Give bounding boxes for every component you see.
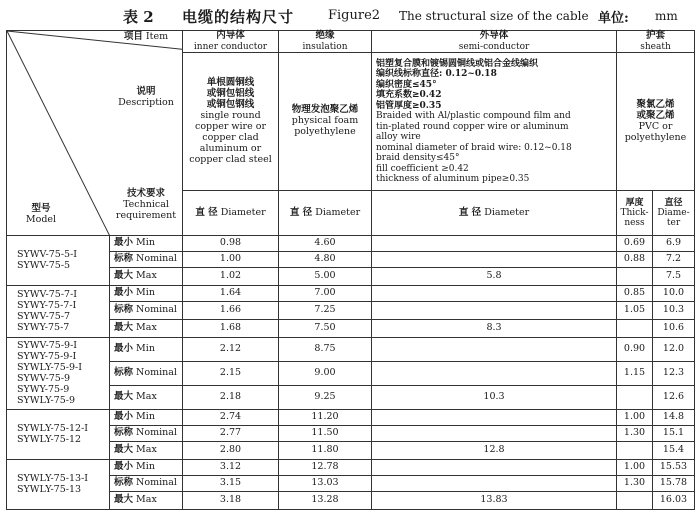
sheath-diameter-value: 7.2 xyxy=(653,252,695,268)
sheath-diameter-value: 15.4 xyxy=(653,442,695,460)
sheath-diameter-value: 15.1 xyxy=(653,426,695,442)
tolerance-label-cn: 标称 xyxy=(114,367,134,379)
tolerance-label-en: Nominal xyxy=(136,477,177,489)
model-name: SYWV-75-9 xyxy=(17,372,71,384)
table-number-en: Figure2 xyxy=(328,8,381,23)
tolerance-label-cn: 标称 xyxy=(114,253,134,265)
tolerance-label xyxy=(110,426,183,442)
model-name: SYWV-75-5 xyxy=(17,259,71,271)
outer-diameter-value: 10.3 xyxy=(372,386,617,410)
model-name: SYWY-75-7-I xyxy=(17,299,77,311)
outer-diameter-value xyxy=(372,302,617,320)
model-name: SYWLY-75-12 xyxy=(17,433,82,445)
insulation-diameter-value: 11.20 xyxy=(279,410,372,426)
inner-diameter-value: 2.15 xyxy=(183,362,279,386)
inner-diameter-value: 2.80 xyxy=(183,442,279,460)
inner-diameter-value: 2.18 xyxy=(183,386,279,410)
table-number-cn: 表 2 xyxy=(123,8,154,26)
table-row xyxy=(7,362,695,386)
item-label: 项目 Item xyxy=(123,31,169,42)
tolerance-label xyxy=(110,386,183,410)
table-row xyxy=(7,426,695,442)
insulation-diameter-value: 4.60 xyxy=(279,236,372,252)
tolerance-label-cn: 最大 xyxy=(114,391,134,403)
outer-diameter-value: 5.8 xyxy=(372,268,617,286)
model-cell xyxy=(7,286,110,338)
tolerance-label xyxy=(110,268,183,286)
model-name: SYWLY-75-13-I xyxy=(17,472,89,484)
model-name: SYWV-75-9-I xyxy=(17,340,78,351)
tolerance-label-cn: 标称 xyxy=(114,477,134,489)
description-label: 说明 Description xyxy=(118,86,174,108)
tolerance-label-en: Min xyxy=(136,287,155,299)
outer-diameter-value xyxy=(372,252,617,268)
table-row xyxy=(7,286,695,302)
tolerance-label xyxy=(110,338,183,362)
insulation-header: 绝缘 insulation xyxy=(279,31,372,53)
model-name: SYWV-75-5-I xyxy=(17,248,78,260)
model-name: SYWY-75-7 xyxy=(17,321,70,333)
sheath-diameter-value: 12.6 xyxy=(653,386,695,410)
sheath-diameter-value: 15.78 xyxy=(653,476,695,492)
sheath-header: 护套 sheath xyxy=(617,31,695,53)
sheath-diameter-subheader: 直径 Diame- ter xyxy=(653,191,695,236)
sheath-thickness-value: 0.88 xyxy=(617,252,653,268)
outer-diameter-value: 8.3 xyxy=(372,320,617,338)
table-title-cn: 电缆的结构尺寸 xyxy=(182,8,295,26)
tolerance-label-en: Nominal xyxy=(136,367,177,379)
model-name: SYWY-75-9-I xyxy=(17,350,77,362)
tolerance-label-cn: 标称 xyxy=(114,304,134,316)
sheath-diameter-value: 10.6 xyxy=(653,320,695,338)
insulation-diameter-value: 12.78 xyxy=(279,460,372,476)
table-row xyxy=(7,236,695,252)
tolerance-label-en: Nominal xyxy=(136,427,177,439)
tolerance-label xyxy=(110,362,183,386)
insulation-diameter-value: 8.75 xyxy=(279,338,372,362)
inner-diameter-value: 1.66 xyxy=(183,302,279,320)
insulation-description: 物理发泡聚乙烯 physical foam polyethylene xyxy=(279,53,372,191)
sheath-diameter-value: 7.5 xyxy=(653,268,695,286)
insulation-diameter-value: 13.28 xyxy=(279,492,372,510)
table-row xyxy=(7,320,695,338)
sheath-thickness-value: 1.30 xyxy=(617,426,653,442)
tolerance-label xyxy=(110,320,183,338)
inner-conductor-description: 单根圆铜线 或铜包铝线 或铜包钢线 single round copper wire or copper clad aluminum or copper clad steel xyxy=(183,53,279,191)
tolerance-label-cn: 最小 xyxy=(114,343,134,355)
sheath-thickness-value xyxy=(617,442,653,460)
inner-diameter-value: 1.00 xyxy=(183,252,279,268)
outer-conductor-header: 外导体 semi-conductor xyxy=(372,31,617,53)
tolerance-label-en: Min xyxy=(136,343,155,355)
table-row xyxy=(7,252,695,268)
sheath-description: 聚氯乙烯 或聚乙烯 PVC or polyethylene xyxy=(617,53,695,191)
table-row xyxy=(7,386,695,410)
inner-conductor-header: 内导体 inner conductor xyxy=(183,31,279,53)
table-row xyxy=(7,302,695,320)
tolerance-label-cn: 标称 xyxy=(114,427,134,439)
outer-diameter-value xyxy=(372,236,617,252)
outer-diameter-value xyxy=(372,426,617,442)
sheath-thickness-value: 1.00 xyxy=(617,410,653,426)
outer-diameter-value xyxy=(372,338,617,362)
outer-diameter-value xyxy=(372,362,617,386)
outer-diameter-value: 12.8 xyxy=(372,442,617,460)
inner-diameter-value: 1.64 xyxy=(183,286,279,302)
tolerance-label-cn: 最小 xyxy=(114,411,134,423)
model-cell xyxy=(7,236,110,286)
inner-diameter-value: 2.12 xyxy=(183,338,279,362)
sheath-thickness-value: 1.00 xyxy=(617,460,653,476)
sheath-diameter-value: 10.0 xyxy=(653,286,695,302)
sheath-diameter-value: 14.8 xyxy=(653,410,695,426)
tolerance-label-en: Nominal xyxy=(136,253,177,265)
insulation-diameter-value: 13.03 xyxy=(279,476,372,492)
unit-value: mm xyxy=(655,9,678,23)
model-name: SYWLY-75-12-I xyxy=(17,422,89,434)
sheath-thickness-subheader: 厚度 Thick- ness xyxy=(617,191,653,236)
tolerance-label-en: Max xyxy=(136,322,157,334)
tolerance-label xyxy=(110,252,183,268)
tolerance-label-en: Max xyxy=(136,444,157,456)
inner-diameter-value: 1.02 xyxy=(183,268,279,286)
sheath-thickness-value: 1.30 xyxy=(617,476,653,492)
insulation-diameter-value: 9.25 xyxy=(279,386,372,410)
outer-diameter-value xyxy=(372,410,617,426)
insulation-diameter-value: 4.80 xyxy=(279,252,372,268)
insulation-diameter-value: 9.00 xyxy=(279,362,372,386)
model-name: SYWLY-75-9-I xyxy=(17,361,82,373)
insulation-diameter-subheader: 直 径 Diameter xyxy=(279,191,372,236)
sheath-thickness-value: 0.69 xyxy=(617,236,653,252)
tolerance-label-en: Min xyxy=(136,461,155,473)
tolerance-label xyxy=(110,460,183,476)
tolerance-label-cn: 最小 xyxy=(114,237,134,249)
insulation-diameter-value: 11.50 xyxy=(279,426,372,442)
model-label: 型号 Model xyxy=(25,203,57,225)
model-cell xyxy=(7,460,110,510)
tolerance-label-cn: 最小 xyxy=(114,287,134,299)
tolerance-label-en: Max xyxy=(136,391,157,403)
model-cell xyxy=(7,338,110,410)
sheath-diameter-value: 10.3 xyxy=(653,302,695,320)
tolerance-label-cn: 最大 xyxy=(114,494,134,506)
sheath-thickness-value xyxy=(617,386,653,410)
model-name: SYWLY-75-9 xyxy=(17,394,76,406)
tolerance-label-cn: 最小 xyxy=(114,461,134,473)
sheath-thickness-value: 0.90 xyxy=(617,338,653,362)
table-row xyxy=(7,338,695,362)
table-row xyxy=(7,410,695,426)
inner-diameter-value: 1.68 xyxy=(183,320,279,338)
table-title-en: The structural size of the cable xyxy=(399,9,589,23)
table-row xyxy=(7,476,695,492)
tolerance-label xyxy=(110,442,183,460)
model-name: SYWY-75-9 xyxy=(17,383,70,395)
outer-diameter-value xyxy=(372,286,617,302)
table-row xyxy=(7,460,695,476)
tolerance-label xyxy=(110,286,183,302)
inner-diameter-value: 2.74 xyxy=(183,410,279,426)
outer-conductor-description: 铝塑复合膜和镀锡圆铜线或铝合金线编织 编织线标称直径: 0.12~0.18 编织密度≤45° 填充系数≥0.42 铝管厚度≥0.35 Braided with Al/plastic compound film and tin-plated round copper wire or aluminum alloy wire nominal diameter of braid wire: 0.12~0.18 braid density≤45° fill coefficient ≥0.42 thickness of aluminum pipe≥0.35 xyxy=(372,53,617,191)
outer-diameter-value xyxy=(372,460,617,476)
inner-diameter-value: 3.15 xyxy=(183,476,279,492)
technical-requirement-label: 技术要求 Technical requirement xyxy=(115,188,177,221)
cable-structure-table xyxy=(6,30,695,510)
inner-diameter-value: 2.77 xyxy=(183,426,279,442)
sheath-diameter-value: 12.0 xyxy=(653,338,695,362)
tolerance-label-cn: 最大 xyxy=(114,322,134,334)
insulation-diameter-value: 5.00 xyxy=(279,268,372,286)
tolerance-label-en: Nominal xyxy=(136,304,177,316)
sheath-thickness-value: 1.05 xyxy=(617,302,653,320)
model-name: SYWV-75-7-I xyxy=(17,288,78,300)
title-bar xyxy=(0,2,699,28)
outer-diameter-value: 13.83 xyxy=(372,492,617,510)
tolerance-label-en: Min xyxy=(136,237,155,249)
tolerance-label-en: Max xyxy=(136,494,157,506)
sheath-diameter-value: 12.3 xyxy=(653,362,695,386)
sheath-thickness-value: 0.85 xyxy=(617,286,653,302)
tolerance-label-cn: 最大 xyxy=(114,270,134,282)
insulation-diameter-value: 7.00 xyxy=(279,286,372,302)
insulation-diameter-value: 7.50 xyxy=(279,320,372,338)
tolerance-label-en: Max xyxy=(136,270,157,282)
tolerance-label xyxy=(110,476,183,492)
inner-diameter-value: 3.12 xyxy=(183,460,279,476)
model-cell xyxy=(7,410,110,460)
model-name: SYWV-75-7 xyxy=(17,310,71,322)
table-row xyxy=(7,268,695,286)
tolerance-label xyxy=(110,302,183,320)
inner-diameter-value: 0.98 xyxy=(183,236,279,252)
outer-diameter-value xyxy=(372,476,617,492)
tolerance-label-cn: 最大 xyxy=(114,444,134,456)
inner-diameter-value: 3.18 xyxy=(183,492,279,510)
outer-diameter-subheader: 直 径 Diameter xyxy=(372,191,617,236)
inner-diameter-subheader: 直 径 Diameter xyxy=(183,191,279,236)
sheath-thickness-value: 1.15 xyxy=(617,362,653,386)
sheath-diameter-value: 6.9 xyxy=(653,236,695,252)
insulation-diameter-value: 7.25 xyxy=(279,302,372,320)
tolerance-label xyxy=(110,236,183,252)
unit-label: 单位: xyxy=(598,11,629,26)
sheath-thickness-value xyxy=(617,268,653,286)
sheath-diameter-value: 16.03 xyxy=(653,492,695,510)
model-name: SYWLY-75-13 xyxy=(17,483,82,495)
tolerance-label-en: Min xyxy=(136,411,155,423)
tolerance-label xyxy=(110,410,183,426)
sheath-thickness-value xyxy=(617,320,653,338)
corner-header-cell xyxy=(7,31,183,236)
insulation-diameter-value: 11.80 xyxy=(279,442,372,460)
table-row xyxy=(7,442,695,460)
sheath-diameter-value: 15.53 xyxy=(653,460,695,476)
